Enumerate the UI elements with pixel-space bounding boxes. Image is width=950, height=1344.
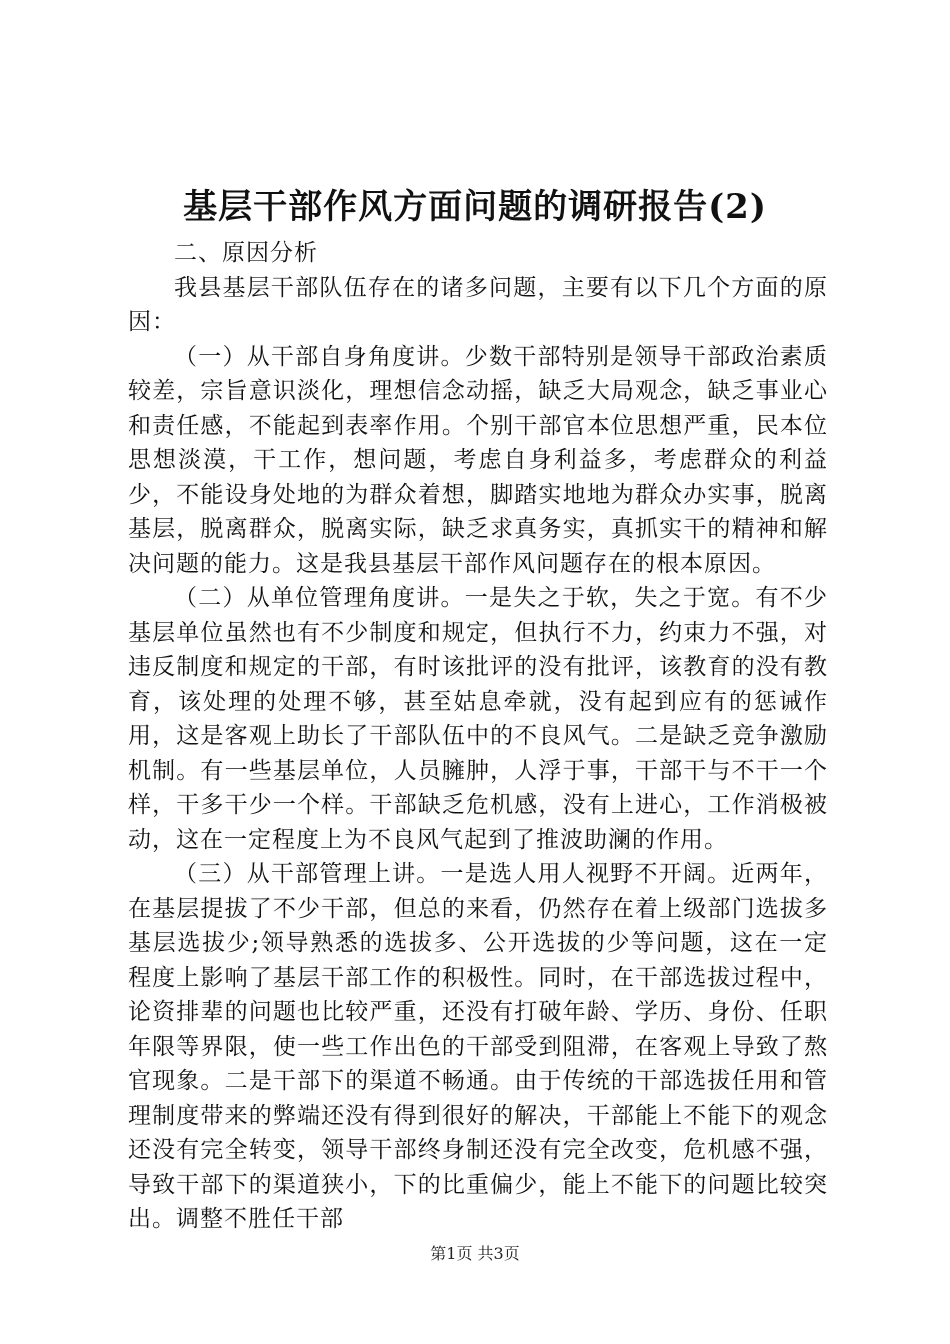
document-title: 基层干部作风方面问题的调研报告(2) [183,187,767,227]
document-body [128,236,828,1237]
paragraph-cause-1: （一）从干部自身角度讲。少数干部特别是领导干部政治素质较差，宗旨意识淡化，理想信念动摇，缺乏大局观念，缺乏事业心和责任感，不能起到表率作用。个别干部官本位思想严重，民本位思想淡漠，干工作，想问题，考虑自身利益多，考虑群众的利益少，不能设身处地的为群众着想，脚踏实地地为群众办实事，脱离基层，脱离群众，脱离实际，缺乏求真务实，真抓实干的精神和解决问题的能力。这是我县基层干部作风问题存在的根本原因。 [128,343,828,577]
paragraph-cause-2: （二）从单位管理角度讲。一是失之于软，失之于宽。有不少基层单位虽然也有不少制度和规定，但执行不力，约束力不强，对违反制度和规定的干部，有时该批评的没有批评，该教育的没有教育，该处理的处理不够，甚至姑息牵就，没有起到应有的惩诫作用，这是客观上助长了干部队伍中的不良风气。二是缺乏竞争激励机制。有一些基层单位，人员臃肿，人浮于事，干部干与不干一个样，干多干少一个样。干部缺乏危机感，没有上进心，工作消极被动，这在一定程度上为不良风气起到了推波助澜的作用。 [128,585,828,853]
paragraph-intro: 我县基层干部队伍存在的诸多问题，主要有以下几个方面的原因： [128,274,828,335]
page-footer: 第1页 共3页 [430,1244,520,1263]
paragraph-cause-3: （三）从干部管理上讲。一是选人用人视野不开阔。近两年，在基层提拔了不少干部，但总的来看，仍然存在着上级部门选拔多基层选拔少;领导熟悉的选拔多、公开选拔的少等问题，这在一定程度上影响了基层干部工作的积极性。同时，在干部选拔过程中，论资排辈的问题也比较严重，还没有打破年龄、学历、身份、任职年限等界限，使一些工作出色的干部受到阻滞，在客观上导致了熬官现象。二是干部下的渠道不畅通。由于传统的干部选拔任用和管理制度带来的弊端还没有得到很好的解决，干部能上不能下的观念还没有完全转变，领导干部终身制还没有完全改变，危机感不强，导致干部下的渠道狭小，下的比重偏少，能上不能下的问题比较突出。调整不胜任干部 [128,861,828,1232]
section-heading: 二、原因分析 [174,240,318,266]
